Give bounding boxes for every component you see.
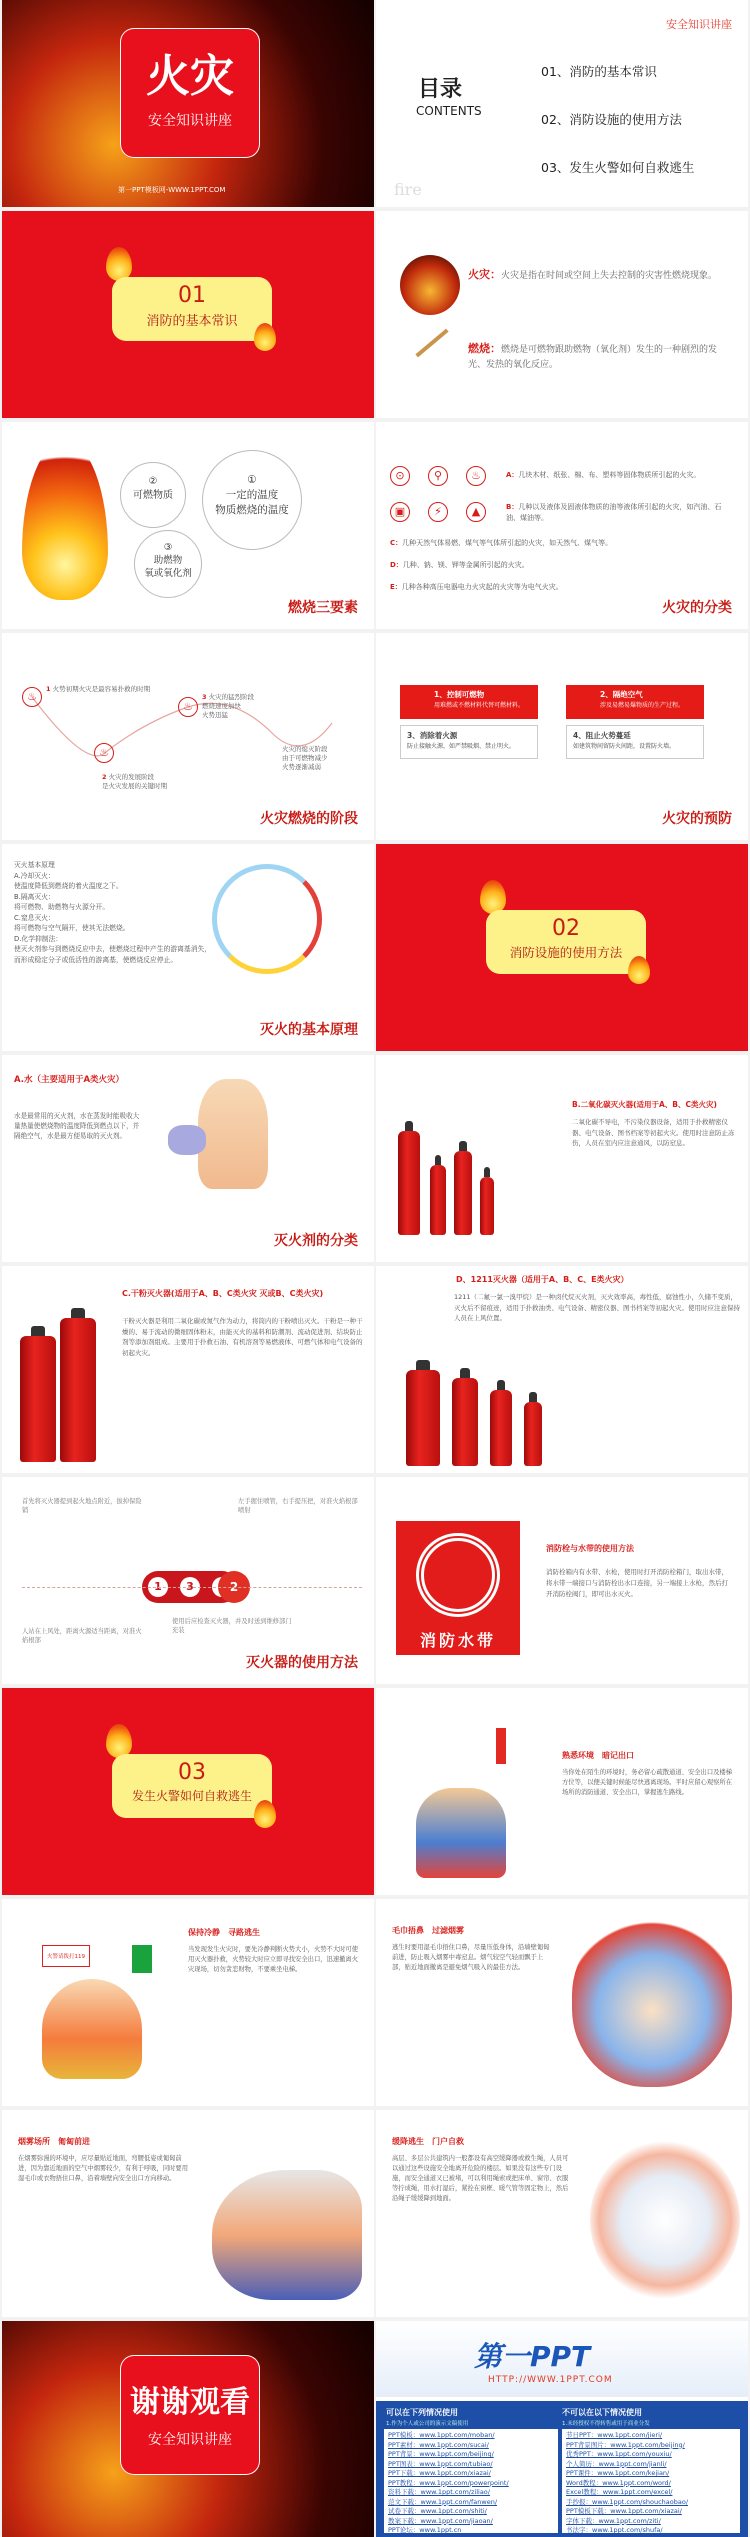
section2-slide [376, 844, 748, 1051]
footer-link[interactable]: PPT图表：www.1ppt.com/tubiao/ [388, 2459, 493, 2468]
footer-link[interactable]: PPT教程：www.1ppt.com/powerpoint/ [388, 2478, 509, 2487]
footer-right-text: 1.未经授权不得转售或用于商业分发 [562, 2421, 650, 2427]
cover-subtitle: 安全知识讲座 [148, 113, 232, 129]
dry-text: 干粉灭火器是利用二氧化碳或氮气作为动力，将筒内的干粉喷出灭火。干粉是一种干燥的、易于流动的微细固体粉末，由能灭火的基料和防潮剂、流动促进剂、结块防止剂等添加剂组成。主要用于扑救石油、有机溶剂等易燃液体、可燃气体和电气设备的初起火灾。 [122, 1317, 363, 1357]
extinguisher-icon [490, 1390, 512, 1466]
element-circle [134, 530, 202, 598]
thanks-title: 谢谢观看 [130, 2385, 250, 2420]
footer-link[interactable]: 书法字：www.1ppt.com/shufa/ [566, 2526, 663, 2534]
stage-num: 2 [102, 773, 107, 781]
flame-icon [254, 1800, 276, 1828]
slide-title: 灭火剂的分类 [274, 1233, 358, 1249]
footer-link[interactable]: PPT论坛：www.1ppt.cn [388, 2526, 462, 2534]
prevent-head: 4、阻止火势蔓延 [573, 731, 631, 740]
section3-card [112, 1754, 272, 1818]
flame-icon [106, 1724, 132, 1758]
definition-slide [376, 211, 748, 418]
toc-item[interactable]: 02、消防设施的使用方法 [541, 112, 682, 127]
principle-slide [2, 844, 374, 1051]
section1-slide [2, 211, 374, 418]
footer-url[interactable]: HTTP://WWW.1PPT.COM [488, 2375, 613, 2385]
section3-title: 发生火警如何自救逃生 [131, 1789, 252, 1803]
usage-text: 左手握住喷管，右手提压把，对准火焰根部喷射 [238, 1498, 358, 1514]
footer-header [376, 2321, 748, 2397]
footer-link[interactable]: PPT模板：www.1ppt.com/moban/ [388, 2431, 495, 2439]
hose-sign [396, 1521, 520, 1655]
toc-item[interactable]: 03、发生火警如何自救逃生 [541, 160, 695, 175]
usage-text: 人站在上风处，距离火源适当距离，对准火焰根部 [22, 1628, 142, 1644]
escape5-text: 高层、多层公共建筑内一般都设有高空缓降器或救生绳，人员可以通过这些设施安全地离开危险的楼层。如果没有这些专门设施，而安全通道又已被堵，可以利用绳索或把床单、窗帘、衣服等拧成绳，用水打湿后，紧拴在窗框、暖气管等固定物上，然后沿绳子缓缓降到地面。 [392, 2155, 569, 2202]
prevent-text: 如建筑物间留防火间距，设置防火墙。 [573, 743, 676, 750]
element-num: ② [148, 476, 158, 487]
class-b-label: B： [506, 503, 519, 511]
class-a-label: A： [506, 471, 519, 479]
co2-slide [376, 1055, 748, 1262]
escape4-text: 在烟雾弥漫的环境中，应尽量贴近地面，弯腰低姿或匍匐前进，因为靠近地面的空气中烟雾较少，有利于呼吸，同时要用湿毛巾或衣物捂住口鼻，沿着墙壁向安全出口方向移动。 [18, 2155, 189, 2182]
water-head: A.水（主要适用于A类火灾） [14, 1075, 125, 1085]
section1-card [112, 277, 272, 341]
smoke-illustration [212, 2170, 362, 2300]
class-e-label: E： [390, 583, 402, 591]
fire-def [468, 267, 728, 284]
class-a-icon: ⊙ [390, 466, 410, 486]
principle-line: 而形成稳定分子或低活性的游离基，使燃烧反应停止。 [14, 955, 178, 964]
prevent-box [566, 685, 704, 719]
footer-left-text: 1.作为个人或公司的演示文稿使用 [386, 2421, 469, 2427]
escape5-head: 缓降逃生 门户自救 [392, 2137, 464, 2146]
water-text: 水是最常用的灭火剂，水在蒸发时能吸收大量热量使燃烧物的温度降低到燃点以下，并隔绝空气，水是最方便易取的灭火剂。 [14, 1112, 140, 1140]
extinguisher-icon [406, 1370, 440, 1466]
slide-title: 火灾的分类 [662, 600, 732, 616]
escape1-slide [376, 1688, 748, 1895]
crawling-illustration [572, 1917, 732, 2087]
section3-num: 03 [178, 1760, 206, 1785]
co2-text: 二氧化碳不导电，不污染仪器设备，适用于扑救精密仪器、电气设备、图书档案等初起火灾。使用时注意防止冻伤，人员在室内应注意通风，以防窒息。 [572, 1118, 735, 1147]
section2-card [486, 910, 646, 974]
toc-title: 目录 [418, 77, 463, 102]
slide-title: 火灾燃烧的阶段 [260, 811, 358, 827]
usage-text: 首先将灭火器提到起火地点附近，拔掉保险销 [22, 1498, 142, 1514]
toc-watermark: fire [394, 180, 422, 199]
flame-icon [628, 956, 650, 984]
usage-slide [2, 1477, 374, 1684]
escape1-text: 当你处在陌生的环境时，务必留心疏散通道、安全出口及楼梯方位等，以便关键时候能尽快逃离现场。平时应留心观察所在场所的消防通道、安全出口，掌握逃生路线。 [562, 1769, 733, 1796]
class-a-desc: 几块木材、纸张、棉、布、塑料等固体物质所引起的火灾。 [518, 471, 701, 479]
extinguisher-icon [20, 1336, 56, 1462]
prevent-head: 1、控制可燃物 [434, 690, 485, 699]
prevent-text: 涉及易燃易爆物质的生产过程。 [600, 702, 685, 709]
element-circle [120, 462, 186, 528]
match-icon [415, 329, 448, 358]
escape4-slide [2, 2110, 374, 2317]
burn-text: 燃烧是可燃物跟助燃物（氧化剂）发生的一种剧烈的发光、发热的氧化反应。 [468, 345, 718, 370]
fire-text: 火灾是指在时间或空间上失去控制的灾害性燃烧现象。 [501, 271, 718, 281]
extinguisher-icon [496, 1728, 506, 1764]
element-num: ③ [163, 542, 173, 553]
escape1-head: 熟悉环境 暗记出口 [562, 1751, 634, 1760]
footer-link[interactable]: 教案下载：www.1ppt.com/jiaoan/ [388, 2516, 493, 2525]
section2-title: 消防设施的使用方法 [509, 945, 623, 960]
cover-site: 第一PPT模板网-WWW.1PPT.COM [118, 186, 226, 194]
footer-left-head: 可以在下列情况使用 [386, 2408, 458, 2417]
step-circle: 1 [148, 1577, 168, 1597]
class-e-text [390, 582, 734, 593]
stage-desc: 火灾的猛烈阶段 燃烧速度加快 火势迅猛 [202, 693, 255, 719]
principle-text [14, 860, 244, 965]
hose-label: 消防水带 [419, 1631, 496, 1650]
step-circle: 2 [218, 1571, 250, 1603]
escape4-head: 烟雾场所 匍匐前进 [18, 2137, 90, 2146]
section3-slide [2, 1688, 374, 1895]
footer-right-head: 不可以在以下情况使用 [562, 2408, 642, 2417]
slide-title: 灭火的基本原理 [260, 1022, 358, 1038]
alarm-sign: 火警请拨打119 [42, 1945, 90, 1967]
children-illustration [416, 1788, 506, 1878]
class-d-icon: ▣ [390, 502, 410, 522]
footer-link[interactable]: 资料下载：www.1ppt.com/ziliao/ [388, 2488, 490, 2496]
toc-header: 安全知识讲座 [666, 18, 732, 31]
extinguisher-icon [480, 1177, 494, 1235]
class-b-text [506, 502, 734, 524]
stage-text: 火灾的熄灭阶段 由于可燃物减少 火势逐渐减弱 [282, 745, 328, 771]
footer-link[interactable]: PPT背景：www.1ppt.com/beijing/ [388, 2450, 494, 2458]
dry-head: C.干粉灭火器(适用于A、B、C类火灾 灭或B、C类火灾) [122, 1289, 324, 1298]
extinguisher-icon [430, 1165, 446, 1235]
class-b-desc: 几种以及液体及固液体物质的油等液体所引起的火灾，如汽油、石油、煤油等。 [506, 503, 722, 522]
stages-slide [2, 633, 374, 840]
co2-head: B.二氧化碳灭火器(适用于A、B、C类火灾) [572, 1100, 717, 1109]
classes-slide [376, 422, 748, 629]
escape2-text: 当发现发生火灾时，要先冷静判断火势大小，火势不大时可使用灭火器扑救，火势较大时应立即寻找安全出口，迅速撤离火灾现场，切勿贪恋财物，不要乘坐电梯。 [188, 1946, 359, 1973]
class-d-text [390, 560, 734, 571]
flame-icon: ♨ [178, 697, 198, 717]
footer-link[interactable]: Excel教程：www.1ppt.com/excel/ [566, 2488, 673, 2496]
thanks-subtitle: 安全知识讲座 [148, 2432, 232, 2448]
element-label: 助燃物 氧或氧化剂 [144, 555, 192, 579]
footer-link[interactable]: 节日PPT：www.1ppt.com/jieri/ [566, 2431, 663, 2439]
principle-line: 使温度降低到燃烧的着火温度之下。 [14, 882, 123, 890]
toc-list [541, 48, 694, 192]
halon-head: D、1211灭火器（适用于A、B、C、E类火灾） [456, 1275, 629, 1284]
cover-title: 火灾 [146, 51, 234, 102]
element-label: 可燃物质 [133, 490, 173, 501]
stage-desc: 火灾的发展阶段 是火灾发展的关键时期 [102, 773, 167, 790]
cover-badge [120, 28, 260, 158]
flame-icon [254, 323, 276, 351]
footer-links-right [562, 2429, 740, 2533]
thanks-slide [2, 2321, 374, 2537]
usage-text: 使用后应检查灭火器，并及时送到维修部门充装 [172, 1618, 292, 1634]
prevent-text: 防止接触火源，如严禁吸烟、禁止明火。 [407, 743, 516, 750]
element-circle [202, 450, 302, 550]
family-illustration [42, 1979, 142, 2079]
footer-panel [376, 2401, 748, 2537]
principle-line: D.化学抑制法： [14, 934, 63, 943]
footer-link[interactable]: PPT素材：www.1ppt.com/sucai/ [388, 2440, 489, 2449]
element-num: ① [247, 474, 257, 486]
section1-num: 01 [178, 283, 206, 308]
extinguisher-icon [398, 1131, 420, 1235]
principle-line: 灭火基本原理 [14, 861, 55, 869]
principle-line: 将可燃物、助燃物与火源分开。 [14, 903, 110, 911]
class-extra-icon: ▲ [466, 502, 486, 522]
escape3-slide [376, 1899, 748, 2106]
slide-title: 燃烧三要素 [288, 600, 358, 616]
escape5-slide [376, 2110, 748, 2317]
footer-slide [376, 2321, 748, 2537]
flame-icon [480, 880, 506, 914]
exit-sign-icon [132, 1945, 152, 1973]
flame-icon: ♨ [94, 743, 114, 763]
step-circle: 3 [180, 1577, 200, 1597]
water-bucket-icon [168, 1125, 206, 1155]
dry-powder-slide [2, 1266, 374, 1473]
toc-item[interactable]: 01、消防的基本常识 [541, 64, 657, 79]
class-d-desc: 几种、钠、镁、钾等金属所引起的火灾。 [402, 561, 529, 569]
usage-line [22, 1587, 362, 1588]
section1-title: 消防的基本常识 [146, 314, 238, 329]
escape2-head: 保持冷静 寻路逃生 [188, 1928, 260, 1937]
escape3-text: 逃生时要用湿毛巾捂住口鼻，尽量压低身体，沿墙壁匍匐前进，防止吸入烟雾中毒窒息。烟气较空气轻而飘于上部，贴近地面撤离是避免烟气吸入的最佳方法。 [392, 1944, 550, 1971]
principle-line: 将可燃物与空气隔开，使其无法燃烧。 [14, 924, 130, 932]
stage-num: 1 [46, 685, 51, 693]
halon-slide [376, 1266, 748, 1473]
extinguisher-icon [60, 1318, 96, 1462]
flame-icon: ♨ [22, 687, 42, 707]
section2-num: 02 [552, 916, 580, 941]
escape3-head: 毛巾捂鼻 过滤烟雾 [392, 1926, 464, 1935]
hydrant-head: 消防栓与水带的使用方法 [546, 1544, 634, 1553]
stage-num: 3 [202, 693, 207, 701]
big-flame-icon [22, 440, 108, 600]
class-c-text [390, 538, 734, 549]
class-c-icon: ♨ [466, 466, 486, 486]
hydrant-text: 消防栓箱内有水带、水枪，使用时打开消防栓箱门，取出水带，将水带一端接口与消防栓出水口连接，另一端接上水枪，然后打开消防栓阀门，即可出水灭火。 [546, 1568, 728, 1598]
footer-links-left [384, 2429, 558, 2533]
footer-logo: 第一PPT [474, 2340, 591, 2373]
prevent-box [400, 725, 538, 759]
principle-line: C.窒息灭火： [14, 913, 55, 922]
prevent-text: 用难燃或不燃材料代替可燃材料。 [434, 702, 525, 709]
escape2-slide [2, 1899, 374, 2106]
footer-link[interactable]: 试卷下载：www.1ppt.com/shiti/ [388, 2507, 487, 2515]
flame-icon [106, 247, 132, 281]
class-c-label: C： [390, 539, 403, 547]
prevent-box [566, 725, 704, 759]
class-a-text [506, 470, 734, 481]
hydrant-slide [376, 1477, 748, 1684]
footer-link[interactable]: PPT背景图片：www.1ppt.com/beijing/ [566, 2440, 685, 2449]
cover-slide [2, 0, 374, 207]
burn-def [468, 341, 728, 373]
class-c-desc: 几种天然气体易燃、煤气等气体所引起的火灾，如天然气、煤气等。 [402, 539, 613, 547]
footer-link[interactable]: 范文下载：www.1ppt.com/fanwen/ [388, 2497, 498, 2506]
prevent-box [400, 685, 538, 719]
footer-link[interactable]: 优秀PPT：www.1ppt.com/youxiu/ [566, 2450, 672, 2458]
footer-link[interactable]: 个人简历：www.1ppt.com/jianli/ [566, 2459, 667, 2468]
stage-text [102, 773, 222, 791]
class-e-desc: 几种各种高压电器电力火灾起的火灾等为电气火灾。 [401, 583, 563, 591]
footer-link[interactable]: PPT课件：www.1ppt.com/kejian/ [566, 2469, 670, 2477]
extinguisher-icon [454, 1151, 472, 1235]
element-label: 一定的温度 物质燃烧的温度 [215, 489, 289, 516]
prevent-head: 3、消除着火源 [407, 731, 458, 740]
principle-line: A.冷却灭火： [14, 871, 55, 880]
thanks-badge [120, 2355, 260, 2475]
class-e-icon: ⚡ [428, 502, 448, 522]
burn-label: 燃烧： [468, 342, 501, 355]
principle-ring-icon [212, 864, 322, 974]
window-illustration [590, 2140, 740, 2300]
hose-reel-icon [416, 1533, 500, 1617]
stage-text [46, 685, 166, 694]
toc-title-en: CONTENTS [416, 104, 482, 118]
fire-photo [400, 255, 460, 315]
footer-link[interactable]: 手抄报：www.1ppt.com/shouchaobao/ [566, 2497, 689, 2506]
footer-link[interactable]: Word教程：www.1ppt.com/word/ [566, 2478, 671, 2487]
footer-link[interactable]: PPT模板下载：www.1ppt.com/xiazai/ [566, 2507, 682, 2515]
footer-link[interactable]: PPT下载：www.1ppt.com/xiazai/ [388, 2469, 491, 2477]
principle-line: B.隔离灭火： [14, 892, 55, 901]
principle-line: 使灭火剂参与到燃烧反应中去，使燃烧过程中产生的游离基消失， [14, 945, 212, 953]
class-b-icon: ⚲ [428, 466, 448, 486]
prevention-slide [376, 633, 748, 840]
class-d-label: D： [390, 561, 403, 569]
stage-desc: 火势初期火灾是最容易扑救的时期 [52, 685, 151, 693]
footer-link[interactable]: 字体下载：www.1ppt.com/ziti/ [566, 2516, 661, 2525]
extinguisher-icon [524, 1402, 542, 1466]
extinguisher-icon [452, 1378, 478, 1466]
extinguisher-types-slide [2, 1055, 374, 1262]
stage-text [202, 693, 302, 720]
halon-text: 1211（二氟一氯一溴甲烷）是一种卤代烷灭火剂，灭火效率高，毒性低，腐蚀性小，久储不变质，灭火后不留痕迹，适用于扑救油类、电气设备、精密仪器、图书档案等初起火灾。使用时应注意保持人员在上风位置。 [454, 1293, 740, 1322]
toc-slide [376, 0, 748, 207]
fire-label: 火灾： [468, 268, 501, 281]
three-elements-slide [2, 422, 374, 629]
girl-illustration [198, 1079, 268, 1189]
prevent-head: 2、隔绝空气 [600, 690, 643, 699]
slide-title: 火灾的预防 [662, 811, 732, 827]
slide-title: 灭火器的使用方法 [246, 1655, 358, 1671]
